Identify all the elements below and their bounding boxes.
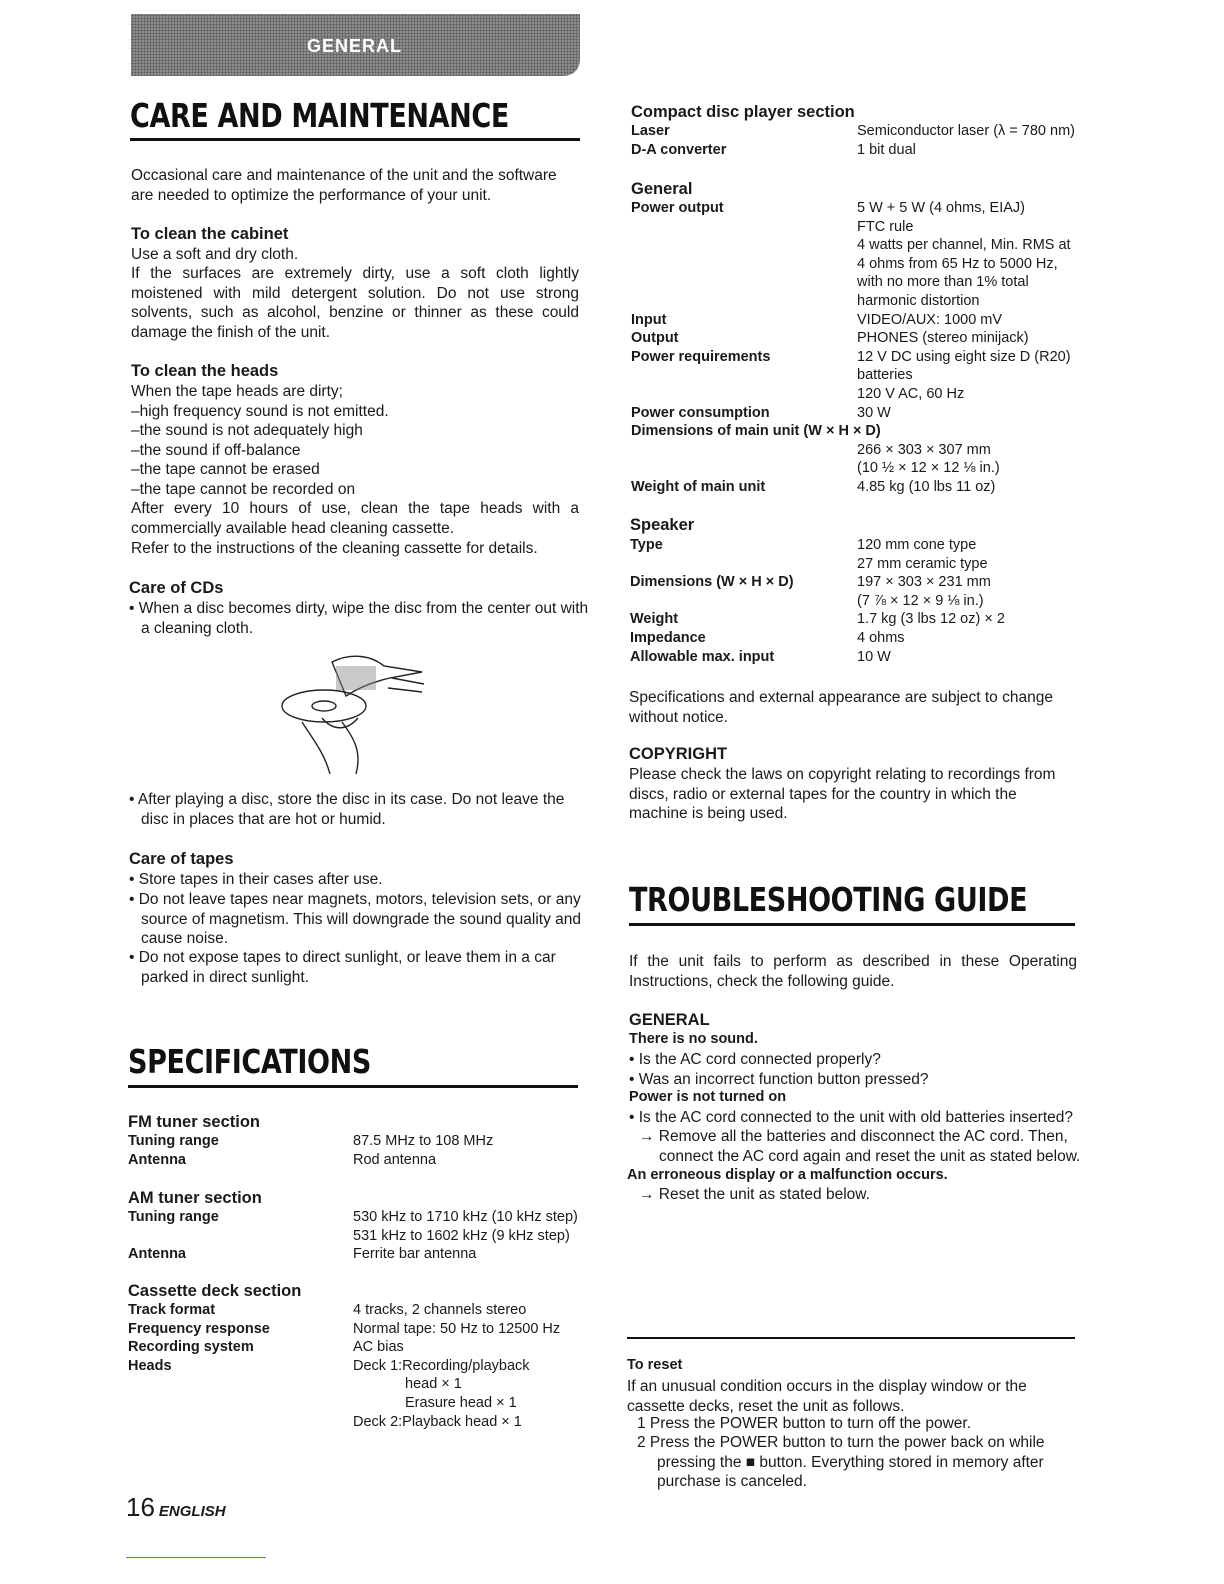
spec-label: Input bbox=[631, 311, 667, 328]
table-row bbox=[631, 348, 1081, 404]
spec-label: Power requirements bbox=[631, 348, 771, 365]
reset-divider bbox=[627, 1337, 1075, 1339]
trouble-q1-bullet: • Is the AC cord connected properly? bbox=[629, 1050, 1089, 1070]
spec-value: 10 W bbox=[857, 648, 891, 665]
spec-label: Weight of main unit bbox=[631, 478, 766, 495]
heads-heading: To clean the heads bbox=[131, 362, 279, 380]
spec-value: Deck 2:Playback head × 1 bbox=[353, 1413, 522, 1430]
cd-table bbox=[631, 122, 1081, 159]
heads-line: –the tape cannot be recorded on bbox=[131, 480, 356, 498]
spec-value bbox=[857, 536, 1080, 573]
spec-value: 87.5 MHz to 108 MHz bbox=[353, 1133, 494, 1149]
spec-label bbox=[631, 441, 857, 478]
page-number: 16 bbox=[126, 1492, 155, 1522]
spec-value: PHONES (stereo minijack) bbox=[857, 330, 1029, 347]
page-footer bbox=[126, 1492, 226, 1523]
cabinet-text-1: Use a soft and dry cloth. bbox=[131, 246, 299, 263]
spec-label: Impedance bbox=[630, 629, 706, 646]
spec-value-line: FTC rule bbox=[857, 218, 914, 235]
spec-value bbox=[857, 348, 1081, 404]
spec-value-line: 4 watts per channel, Min. RMS at bbox=[857, 237, 1071, 254]
table-row bbox=[630, 610, 1080, 629]
spec-value: Semiconductor laser (λ = 780 nm) bbox=[857, 123, 1075, 139]
table-row bbox=[630, 573, 1080, 610]
spec-value: 30 W bbox=[857, 404, 891, 421]
trouble-q3-remedy: → Reset the unit as stated below. bbox=[639, 1186, 870, 1203]
spec-value bbox=[353, 1208, 578, 1245]
tapes-bullet: • Store tapes in their cases after use. bbox=[129, 870, 591, 890]
spec-value-line: 120 V AC, 60 Hz bbox=[857, 385, 965, 402]
spec-value-line: 27 mm ceramic type bbox=[857, 555, 988, 572]
reset-step: 1 Press the POWER button to turn off the power. bbox=[637, 1415, 971, 1432]
spec-label: Recording system bbox=[128, 1339, 254, 1356]
spec-value-line: 530 kHz to 1710 kHz (10 kHz step) bbox=[353, 1209, 578, 1225]
spec-label bbox=[128, 1375, 353, 1394]
general-table bbox=[631, 199, 1081, 497]
table-row bbox=[128, 1338, 578, 1357]
table-row bbox=[128, 1413, 578, 1432]
heads-refer: Refer to the instructions of the cleaning cassette for details. bbox=[131, 540, 538, 557]
cassette-table bbox=[128, 1301, 578, 1431]
table-row bbox=[631, 199, 1081, 311]
heads-list bbox=[131, 382, 579, 499]
spec-label: Track format bbox=[128, 1302, 216, 1318]
spec-value-line: (7 ⅞ × 12 × 9 ⅛ in.) bbox=[857, 592, 984, 609]
table-row bbox=[128, 1132, 578, 1151]
spec-label: Weight bbox=[630, 611, 679, 628]
spec-value: 4 tracks, 2 channels stereo bbox=[353, 1302, 527, 1318]
cds-bullet-2: • After playing a disc, store the disc in its case. Do not leave the disc in places that are hot or humid. bbox=[129, 790, 591, 829]
section-banner bbox=[131, 14, 580, 76]
copyright-heading: COPYRIGHT bbox=[629, 745, 728, 763]
spec-label: Dimensions of main unit (W × H × D) bbox=[631, 423, 881, 440]
spec-value: Normal tape: 50 Hz to 12500 Hz bbox=[353, 1320, 561, 1337]
footer-line bbox=[126, 1557, 266, 1558]
reset-intro: If an unusual condition occurs in the display window or the cassette decks, reset the unit as follows. bbox=[627, 1378, 1027, 1415]
spec-value-line: 12 V DC using eight size D (R20) bbox=[857, 348, 1071, 365]
banner-label: GENERAL bbox=[307, 36, 403, 56]
spec-value: head × 1 bbox=[405, 1376, 462, 1393]
spec-value-line: 5 W + 5 W (4 ohms, EIAJ) bbox=[857, 200, 1025, 216]
hand-left bbox=[302, 722, 330, 774]
trouble-title: TROUBLESHOOTING GUIDE bbox=[629, 880, 1028, 919]
spec-label bbox=[128, 1413, 353, 1432]
fm-heading: FM tuner section bbox=[128, 1113, 261, 1131]
spec-label: Type bbox=[630, 537, 663, 553]
table-row bbox=[630, 536, 1080, 573]
reset-step: 2 Press the POWER button to turn the power back on while pressing the ■ button. Everything stored in memory after purchase is canceled. bbox=[637, 1434, 1045, 1490]
spec-label: Antenna bbox=[128, 1246, 186, 1263]
table-row bbox=[631, 329, 1081, 348]
am-heading: AM tuner section bbox=[128, 1189, 262, 1207]
table-row bbox=[128, 1245, 578, 1264]
spec-label: D-A converter bbox=[631, 141, 727, 158]
spec-value: 4.85 kg (10 lbs 11 oz) bbox=[857, 478, 996, 495]
table-row bbox=[631, 141, 1081, 160]
disc-cleaning-illustration bbox=[272, 648, 432, 780]
spec-value-line: (10 ½ × 12 × 12 ⅛ in.) bbox=[857, 460, 1000, 477]
table-row bbox=[631, 122, 1081, 141]
table-row bbox=[630, 648, 1080, 667]
spec-value-line: 197 × 303 × 231 mm bbox=[857, 574, 991, 591]
spec-value: 1 bit dual bbox=[857, 141, 916, 158]
table-row bbox=[128, 1375, 578, 1394]
table-row bbox=[128, 1301, 578, 1320]
spec-label: Laser bbox=[631, 123, 670, 139]
spec-value: Ferrite bar antenna bbox=[353, 1246, 477, 1263]
trouble-q2-bullet: • Is the AC cord connected to the unit with old batteries inserted? bbox=[629, 1108, 1091, 1128]
am-table bbox=[128, 1208, 578, 1264]
heads-line: –the sound if off-balance bbox=[131, 441, 301, 459]
cds-heading: Care of CDs bbox=[129, 579, 224, 597]
trouble-intro: If the unit fails to perform as described in these Operating Instructions, check the following guide. bbox=[629, 953, 1077, 990]
heads-line: –the sound is not adequately high bbox=[131, 422, 363, 439]
spec-value: Rod antenna bbox=[353, 1151, 437, 1168]
spec-value-line: 531 kHz to 1602 kHz (9 kHz step) bbox=[353, 1227, 570, 1244]
cassette-heading: Cassette deck section bbox=[128, 1282, 302, 1300]
trouble-q2: Power is not turned on bbox=[629, 1089, 787, 1105]
trouble-q3: An erroneous display or a malfunction occurs. bbox=[627, 1167, 948, 1183]
table-row bbox=[128, 1357, 578, 1376]
spec-value-line: harmonic distortion bbox=[857, 292, 980, 309]
speaker-heading: Speaker bbox=[630, 516, 695, 534]
spec-label: Antenna bbox=[128, 1151, 186, 1168]
spec-label bbox=[128, 1394, 353, 1413]
cd-heading: Compact disc player section bbox=[631, 103, 855, 121]
spec-value: Erasure head × 1 bbox=[405, 1394, 517, 1411]
table-row bbox=[631, 422, 1081, 441]
spec-value: Deck 1:Recording/playback bbox=[353, 1357, 530, 1374]
spec-value bbox=[857, 573, 1080, 610]
trouble-title-rule bbox=[629, 923, 1075, 926]
specs-title: SPECIFICATIONS bbox=[128, 1042, 371, 1081]
table-row bbox=[128, 1151, 578, 1170]
spec-label: Power output bbox=[631, 200, 724, 216]
spec-label: Dimensions (W × H × D) bbox=[630, 574, 794, 591]
spec-value-line: with no more than 1% total bbox=[857, 274, 1029, 291]
trouble-general-heading: GENERAL bbox=[629, 1011, 710, 1029]
cds-bullet-1: • When a disc becomes dirty, wipe the disc from the center out with a cleaning cloth. bbox=[129, 599, 591, 638]
spec-value: AC bias bbox=[353, 1339, 404, 1356]
specs-title-rule bbox=[128, 1085, 578, 1088]
tapes-heading: Care of tapes bbox=[129, 850, 234, 868]
hand-right bbox=[342, 722, 358, 774]
tapes-bullet: • Do not leave tapes near magnets, motors, television sets, or any source of magnetism. This will downgrade the sound quality and cause noise. bbox=[129, 890, 591, 949]
trouble-q1-bullet: • Was an incorrect function button pressed? bbox=[629, 1070, 1089, 1090]
table-row bbox=[128, 1394, 578, 1413]
spec-label: Output bbox=[631, 330, 679, 347]
cloth-shade bbox=[336, 666, 376, 690]
heads-line: –the tape cannot be erased bbox=[131, 461, 320, 478]
tapes-bullet: • Do not expose tapes to direct sunlight, or leave them in a car parked in direct sunlight. bbox=[129, 948, 591, 987]
spec-value-line: 120 mm cone type bbox=[857, 537, 977, 553]
cabinet-heading: To clean the cabinet bbox=[131, 225, 289, 243]
specs-notice: Specifications and external appearance are subject to change without notice. bbox=[629, 689, 1053, 726]
table-row bbox=[630, 629, 1080, 648]
heads-line: When the tape heads are dirty; bbox=[131, 383, 343, 400]
copyright-text: Please check the laws on copyright relating to recordings from discs, radio or external tapes for the country in which the machine is being used. bbox=[629, 766, 1056, 822]
spec-value-line: 266 × 303 × 307 mm bbox=[857, 441, 991, 458]
spec-value: 1.7 kg (3 lbs 12 oz) × 2 bbox=[857, 611, 1005, 628]
spec-label: Tuning range bbox=[128, 1133, 219, 1149]
table-row bbox=[128, 1208, 578, 1245]
spec-label: Allowable max. input bbox=[630, 648, 775, 665]
fm-table bbox=[128, 1132, 578, 1169]
spec-value-line: batteries bbox=[857, 367, 913, 384]
spec-label: Heads bbox=[128, 1357, 172, 1374]
spec-label: Power consumption bbox=[631, 404, 770, 421]
table-row bbox=[128, 1320, 578, 1339]
trouble-q2-remedy: → Remove all the batteries and disconnect the AC cord. Then, connect the AC cord again and reset the unit as stated below. bbox=[639, 1128, 1081, 1165]
reset-heading: To reset bbox=[627, 1357, 683, 1373]
table-row bbox=[631, 311, 1081, 330]
disc-center bbox=[312, 701, 336, 711]
heads-after: After every 10 hours of use, clean the tape heads with a commercially available head cleaning cassette. bbox=[131, 500, 579, 537]
general-heading: General bbox=[631, 180, 693, 198]
spec-value bbox=[857, 199, 1081, 311]
table-row bbox=[631, 478, 1081, 497]
spec-value: 4 ohms bbox=[857, 629, 905, 646]
trouble-q1: There is no sound. bbox=[629, 1031, 758, 1047]
disc-outline bbox=[282, 690, 366, 722]
spec-label: Frequency response bbox=[128, 1320, 270, 1337]
cabinet-text-2: If the surfaces are extremely dirty, use a soft cloth lightly moistened with mild detergent solution. Do not use strong solvents, such as alcohol, benzine or thinner as these could damage the finish of the unit. bbox=[131, 265, 579, 341]
care-intro: Occasional care and maintenance of the unit and the software are needed to optimize the performance of your unit. bbox=[131, 167, 557, 204]
spec-label: Tuning range bbox=[128, 1209, 219, 1225]
speaker-table bbox=[630, 536, 1080, 666]
heads-line: –high frequency sound is not emitted. bbox=[131, 402, 389, 420]
table-row bbox=[631, 404, 1081, 423]
spec-value-line: 4 ohms from 65 Hz to 5000 Hz, bbox=[857, 255, 1058, 272]
care-title-rule bbox=[130, 138, 580, 141]
spec-value bbox=[857, 441, 1081, 478]
table-row bbox=[631, 441, 1081, 478]
spec-value: VIDEO/AUX: 1000 mV bbox=[857, 311, 1003, 328]
page-language: ENGLISH bbox=[158, 1503, 226, 1520]
care-title: CARE AND MAINTENANCE bbox=[130, 96, 509, 135]
